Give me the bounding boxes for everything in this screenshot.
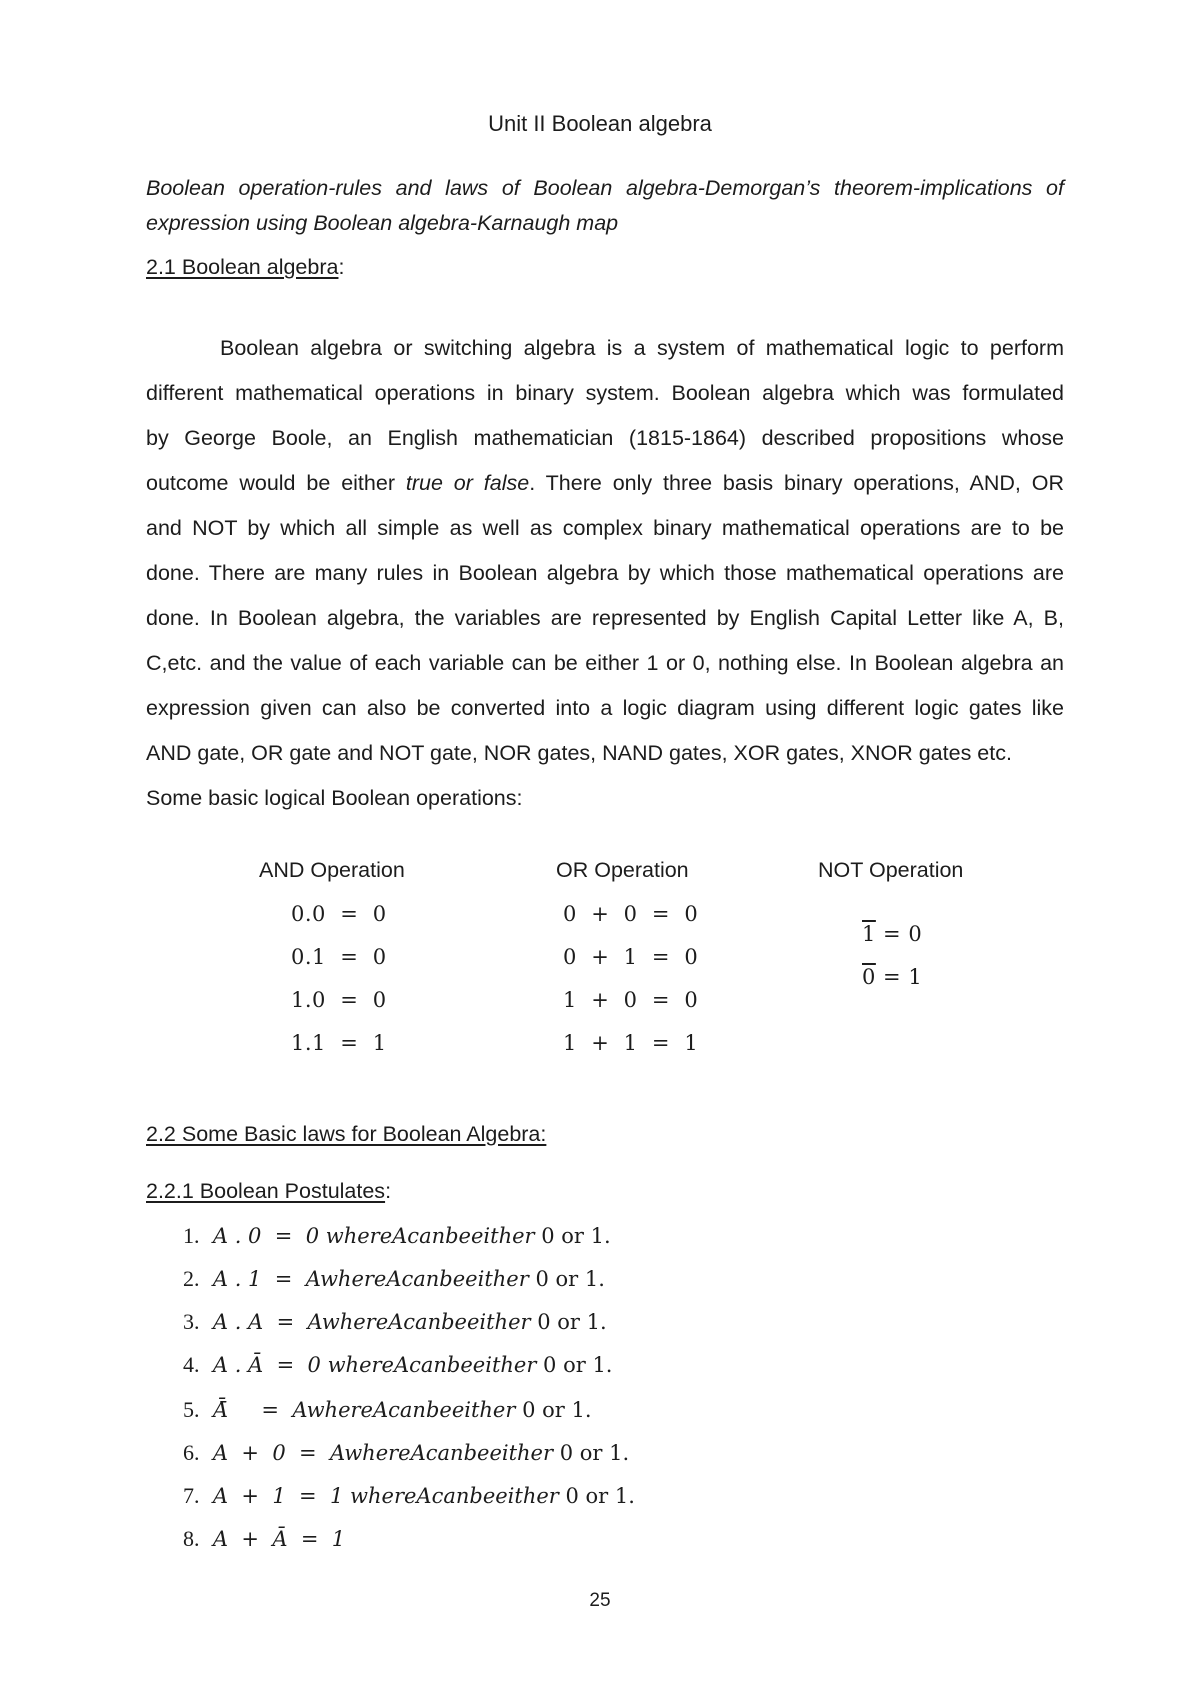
postulate-item	[183, 1223, 611, 1249]
unit-title: Unit II Boolean algebra	[488, 111, 712, 136]
postulate-tail: 0 or 1.	[536, 1353, 613, 1377]
postulate-expression: A + 0 =	[212, 1441, 330, 1465]
postulate-number: 7.	[183, 1483, 200, 1508]
postulate-condition: whereAcanbeeither	[327, 1353, 537, 1377]
section-2-2-1-heading	[146, 1179, 391, 1204]
paragraph-line: different mathematical operations in binary system. Boolean algebra which was formulated	[146, 381, 1064, 405]
postulate-expression: A + 1 = 1	[212, 1484, 351, 1508]
section-2-1-paragraph	[146, 326, 1064, 821]
postulate-condition: AwhereAcanbeeither	[292, 1398, 516, 1422]
page-number: 25	[589, 1590, 611, 1611]
postulate-item	[183, 1440, 629, 1466]
and-row: 0.0 = 0	[291, 902, 387, 926]
paragraph-line: AND gate, OR gate and NOT gate, NOR gates, NAND gates, XOR gates, XNOR gates etc.	[146, 741, 1012, 765]
postulate-expression: Ā̄ =	[212, 1398, 293, 1422]
paragraph-line: Boolean algebra or switching algebra is a system of mathematical logic to perform	[220, 336, 1064, 360]
postulate-number: 8.	[183, 1526, 200, 1551]
postulate-number: 5.	[183, 1397, 200, 1422]
section-2-1-heading	[146, 255, 344, 280]
not-operation-title: NOT Operation	[818, 858, 964, 882]
postulate-condition: whereAcanbeeither	[325, 1224, 535, 1248]
or-row: 1 + 1 = 1	[563, 1031, 699, 1055]
paragraph-line: by George Boole, an English mathematician (1815-1864) described propositions whose	[146, 426, 1064, 450]
postulate-item	[183, 1526, 345, 1552]
or-operation-title: OR Operation	[556, 858, 689, 882]
postulate-number: 1.	[183, 1223, 200, 1248]
or-row: 1 + 0 = 0	[563, 988, 699, 1012]
postulate-item	[183, 1483, 635, 1509]
postulate-tail: 0 or 1.	[558, 1484, 635, 1508]
postulate-number: 2.	[183, 1266, 200, 1291]
paragraph-line	[146, 461, 1064, 506]
unit-subtitle: Boolean operation-rules and laws of Boolean algebra-Demorgan’s theorem-implications of expression using Boolean algebra-Karnaugh map	[146, 176, 1064, 235]
postulate-expression: A . 0 = 0	[212, 1224, 326, 1248]
postulate-number: 3.	[183, 1309, 200, 1334]
postulate-item	[183, 1352, 612, 1378]
postulate-tail: 0 or 1.	[553, 1441, 630, 1465]
not-operand: 0	[862, 965, 876, 989]
postulate-expression: A . Ā = 0	[212, 1353, 328, 1377]
not-result: = 1	[875, 965, 923, 989]
section-2-1-heading-text: 2.1 Boolean algebra	[146, 255, 339, 279]
postulate-number: 6.	[183, 1440, 200, 1465]
postulate-condition: AwhereAcanbeeither	[329, 1441, 554, 1465]
and-row: 1.0 = 0	[291, 988, 387, 1012]
section-2-1-heading-colon: :	[338, 255, 345, 279]
postulate-expression: A . 1 =	[212, 1267, 306, 1291]
section-2-2-1-heading-colon: :	[385, 1179, 392, 1203]
postulate-expression: A . A =	[212, 1310, 308, 1334]
true-or-false-text: true or false	[405, 471, 530, 495]
operations-intro: Some basic logical Boolean operations:	[146, 786, 523, 810]
or-row: 0 + 1 = 0	[563, 945, 699, 969]
postulate-item	[183, 1397, 592, 1423]
section-2-2-1-heading-text: 2.2.1 Boolean Postulates	[146, 1179, 386, 1203]
paragraph-line: C,etc. and the value of each variable can be either 1 or 0, nothing else. In Boolean algebra an	[146, 651, 1064, 675]
postulate-condition: AwhereAcanbeeither	[305, 1267, 529, 1291]
and-row: 1.1 = 1	[291, 1031, 387, 1055]
and-row: 0.1 = 0	[291, 945, 387, 969]
postulate-tail: 0 or 1.	[534, 1224, 611, 1248]
postulate-number: 4.	[183, 1352, 200, 1377]
paragraph-line: and NOT by which all simple as well as complex binary mathematical operations are to be	[146, 516, 1064, 540]
paragraph-line: expression given can also be converted into a logic diagram using different logic gates like	[146, 696, 1064, 720]
paragraph-line-end: . There only three basis binary operations, AND, OR	[529, 471, 1064, 495]
postulate-item	[183, 1266, 605, 1292]
not-operand: 1	[862, 922, 876, 946]
and-operation-title: AND Operation	[259, 858, 405, 882]
postulate-tail: 0 or 1.	[515, 1398, 592, 1422]
or-row: 0 + 0 = 0	[563, 902, 699, 926]
postulate-condition: whereAcanbeeither	[350, 1484, 559, 1508]
postulate-expression: A + Ā = 1	[212, 1527, 346, 1551]
not-result: = 0	[875, 922, 923, 946]
paragraph-line: done. There are many rules in Boolean algebra by which those mathematical operations are	[146, 561, 1064, 585]
section-2-2-heading-text: 2.2 Some Basic laws for Boolean Algebra:	[146, 1122, 547, 1146]
postulate-tail: 0 or 1.	[528, 1267, 605, 1291]
postulate-condition: AwhereAcanbeeither	[307, 1310, 531, 1334]
postulate-item	[183, 1309, 607, 1335]
not-row	[862, 922, 922, 946]
paragraph-line: done. In Boolean algebra, the variables are represented by English Capital Letter like A, B,	[146, 606, 1064, 630]
section-2-2-heading	[146, 1122, 546, 1147]
postulate-tail: 0 or 1.	[530, 1310, 607, 1334]
paragraph-line-start: outcome would be either	[146, 471, 406, 495]
not-row	[862, 965, 922, 989]
